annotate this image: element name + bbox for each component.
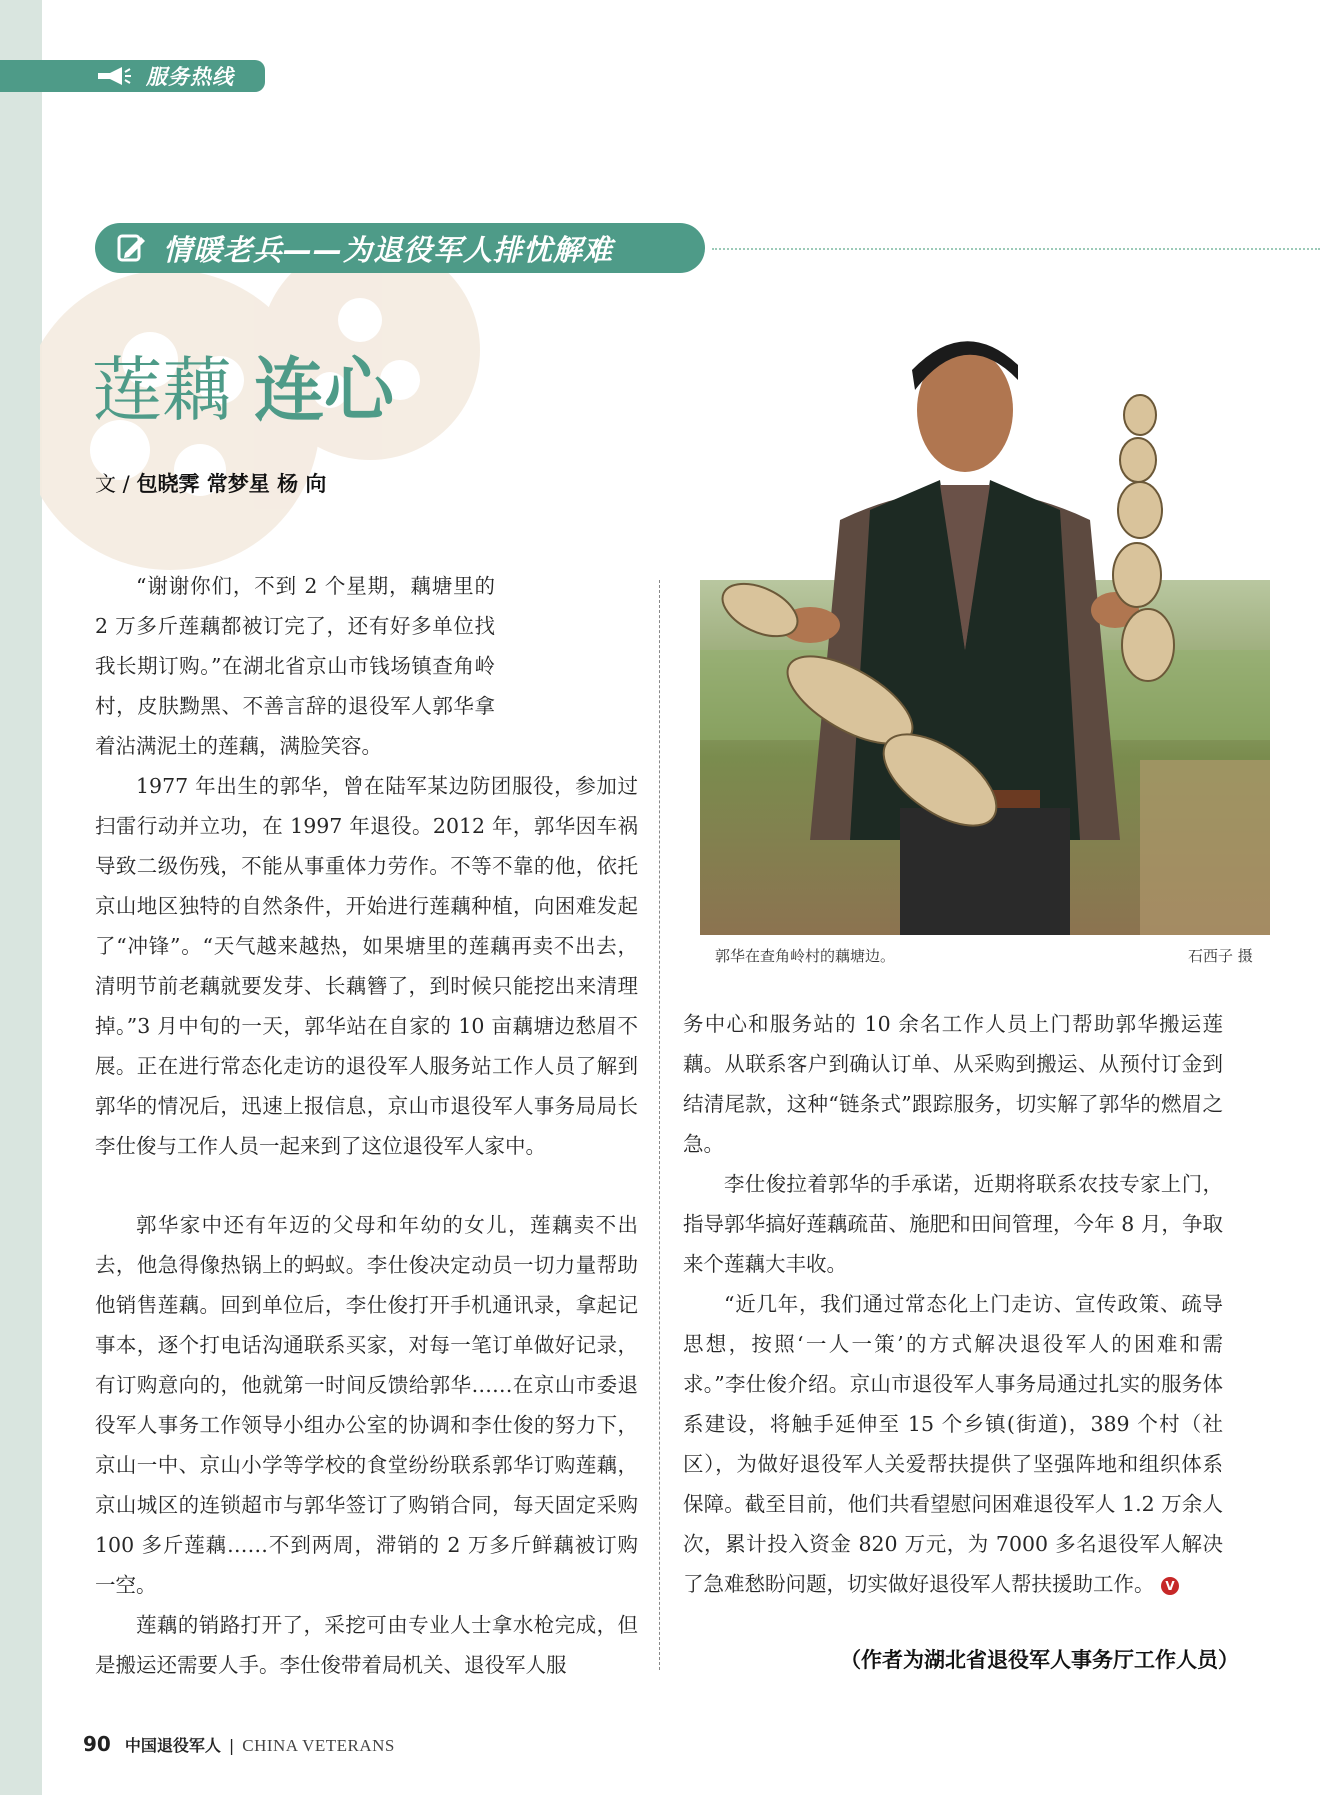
banner-dotted-line xyxy=(712,248,1320,250)
megaphone-icon xyxy=(96,66,132,86)
page-number: 90 xyxy=(83,1732,111,1756)
end-mark-icon: V xyxy=(1161,1577,1179,1595)
left-margin-strip xyxy=(0,0,42,1795)
paragraph: “谢谢你们，不到 2 个星期，藕塘里的 2 万多斤莲藕都被订完了，还有好多单位找我长期订购。”在湖北省京山市钱场镇查角岭村，皮肤黝黑、不善言辞的退役军人郭华拿着沾满泥土的莲藕，满脸笑容。 xyxy=(95,574,495,758)
magazine-english-name: CHINA VETERANS xyxy=(242,1736,395,1755)
author-note: （作者为湖北省退役军人事务厅工作人员） xyxy=(840,1648,1239,1672)
headline-part2: 连心 xyxy=(254,349,394,431)
byline-authors: 包晓霁 常梦星 杨 向 xyxy=(136,472,327,496)
paragraph: 务中心和服务站的 10 余名工作人员上门帮助郭华搬运莲藕。从联系客户到确认订单、从采购到搬运、从预付订金到结清尾款，这种“链条式”跟踪服务，切实解了郭华的燃眉之急。 xyxy=(683,1012,1223,1156)
photo xyxy=(700,320,1270,935)
paragraph: 1977 年出生的郭华，曾在陆军某边防团服役，参加过扫雷行动并立功，在 1997 年退役。2012 年，郭华因车祸导致二级伤残，不能从事重体力劳作。不等不靠的他，依托京山地区独特的自然条件，开始进行莲藕种植，向困难发起了“冲锋”。“天气越来越热，如果塘里的莲藕再卖不出去，清明节前老藕就要发芽、长藕簪了，到时候只能挖出来清理掉。”3 月中旬的一天，郭华站在自家的 10 亩藕塘边愁眉不展。正在进行常态化走访的退役军人服务站工作人员了解到郭华的情况后，迅速上报信息，京山市退役军人事务局局长李仕俊与工作人员一起来到了这位退役军人家中。 xyxy=(95,774,638,1158)
byline xyxy=(95,468,326,498)
article-headline xyxy=(92,350,394,430)
paragraph: 李仕俊拉着郭华的手承诺，近期将联系农技专家上门，指导郭华搞好莲藕疏苗、施肥和田间管理，今年 8 月，争取来个莲藕大丰收。 xyxy=(683,1172,1223,1276)
section-tab xyxy=(0,60,265,92)
byline-prefix: 文 / xyxy=(95,472,130,496)
photo-illustration xyxy=(700,320,1270,935)
column-divider xyxy=(659,580,660,1670)
photo-caption: 郭华在查角岭村的藕塘边。 xyxy=(715,947,896,965)
photo-credit: 石西子 摄 xyxy=(1188,947,1253,965)
paragraph-text: “近几年，我们通过常态化上门走访、宣传政策、疏导思想，按照‘一人一策’的方式解决退役军人的困难和需求。”李仕俊介绍。京山市退役军人事务局通过扎实的服务体系建设，将触手延伸至 15 个乡镇(街道)，389 个村（社区），为做好退役军人关爱帮扶提供了坚强阵地和组织体系保障。截至目前，他们共看望慰问困难退役军人 1.2 万余人次，累计投入资金 820 万元，为 7000 多名退役军人解决了急难愁盼问题，切实做好退役军人帮扶援助工作。 xyxy=(683,1292,1223,1596)
page-footer xyxy=(83,1732,395,1756)
footer-separator: | xyxy=(228,1736,235,1755)
magazine-name: 中国退役军人 xyxy=(124,1736,221,1755)
headline-part1: 莲藕 xyxy=(92,349,232,431)
paragraph: 郭华家中还有年迈的父母和年幼的女儿，莲藕卖不出去，他急得像热锅上的蚂蚁。李仕俊决定动员一切力量帮助他销售莲藕。回到单位后，李仕俊打开手机通讯录，拿起记事本，逐个打电话沟通联系买家，对每一笔订单做好记录，有订购意向的，他就第一时间反馈给郭华……在京山市委退役军人事务工作领导小组办公室的协调和李仕俊的努力下，京山一中、京山小学等学校的食堂纷纷联系郭华订购莲藕，京山城区的连锁超市与郭华签订了购销合同，每天固定采购 100 多斤莲藕……不到两周，滞销的 2 万多斤鲜藕被订购一空。 xyxy=(95,1213,638,1597)
section-label: 服务热线 xyxy=(146,65,234,89)
column-banner xyxy=(95,223,705,273)
paragraph xyxy=(683,1284,1223,1604)
column-title: 情暖老兵——为退役军人排忧解难 xyxy=(163,232,614,267)
edit-icon xyxy=(117,233,147,263)
paragraph: 莲藕的销路打开了，采挖可由专业人士拿水枪完成，但是搬运还需要人手。李仕俊带着局机关、退役军人服 xyxy=(95,1613,638,1677)
